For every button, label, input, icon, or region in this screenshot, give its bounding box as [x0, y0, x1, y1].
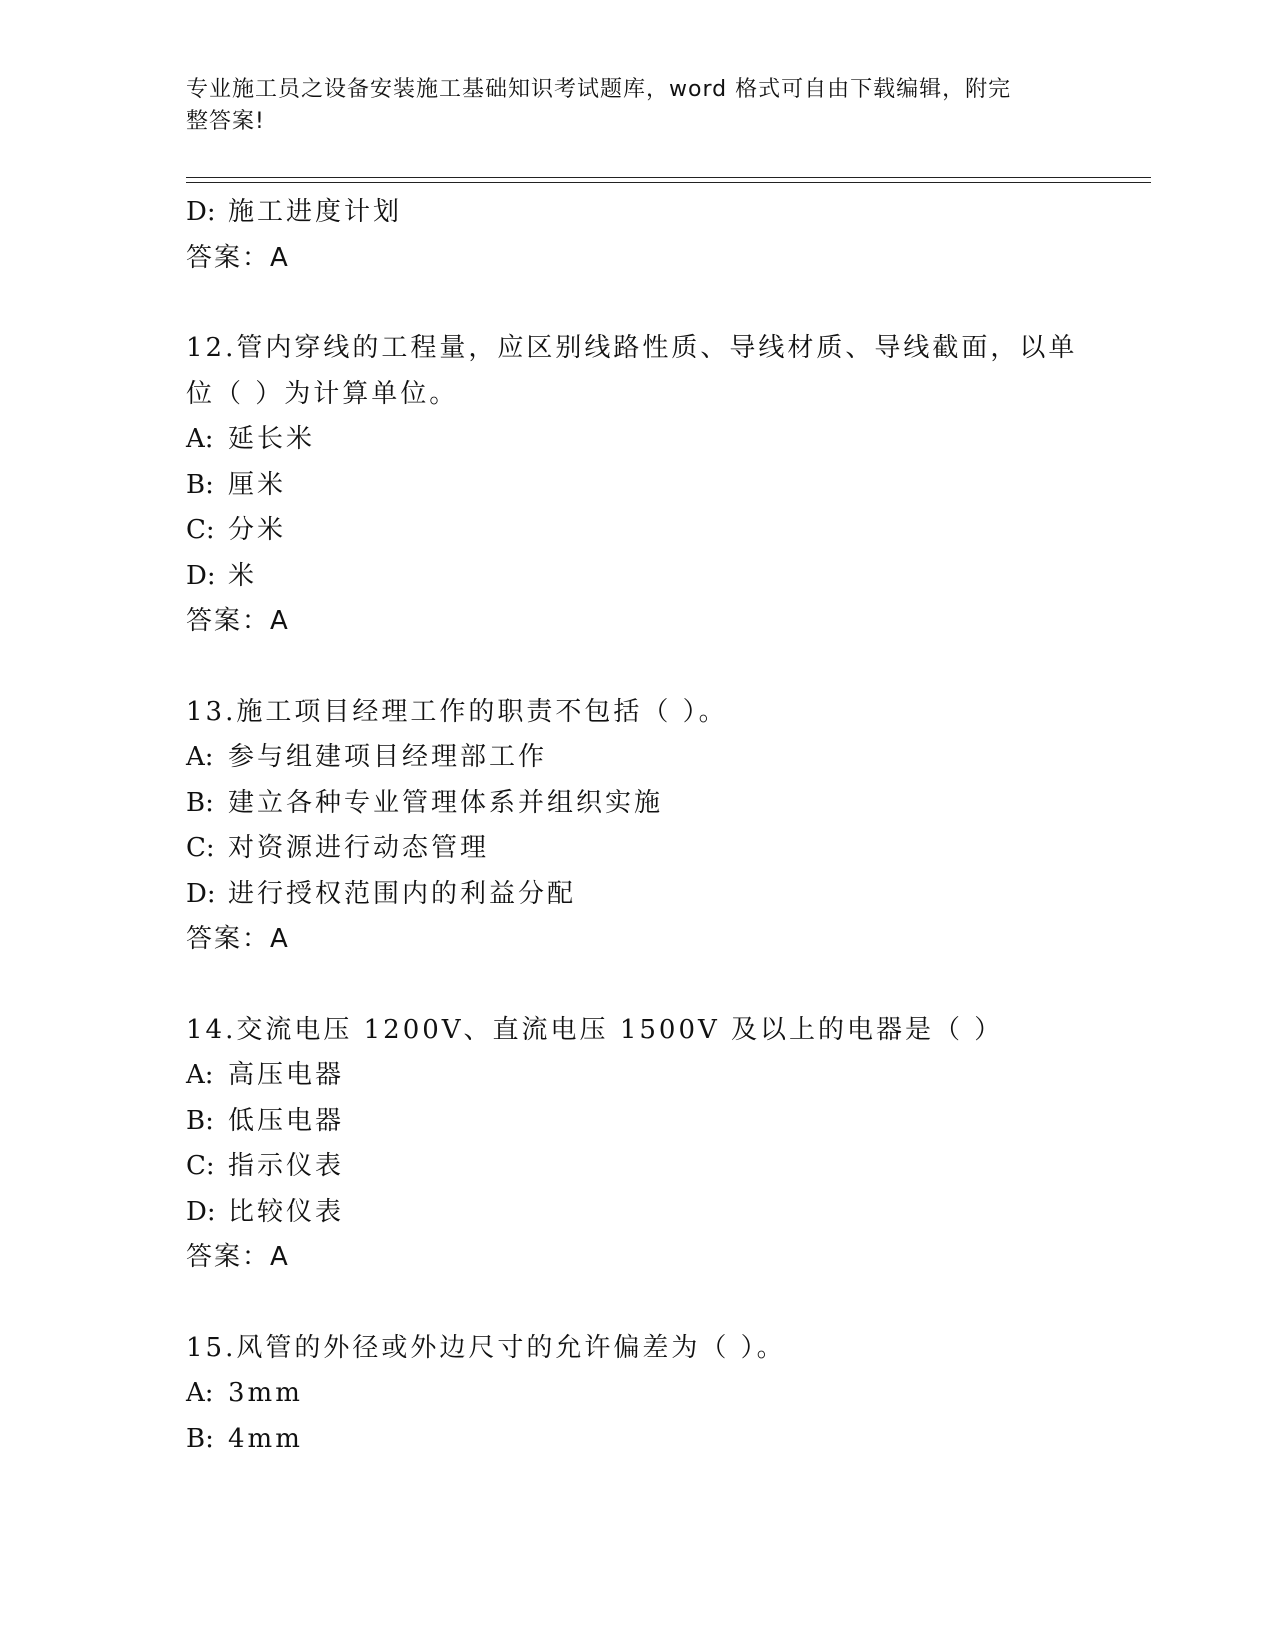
q13-answer: 答案：A [186, 924, 290, 954]
q14-option-a: A: 高压电器 [186, 1060, 345, 1090]
header-divider-bottom [186, 182, 1151, 183]
q15-stem: 15.风管的外径或外边尺寸的允许偏差为（ ）。 [186, 1332, 786, 1363]
spacer [186, 1281, 1151, 1326]
prev-option-d: D: 施工进度计划 [186, 197, 403, 227]
q14-answer: 答案：A [186, 1242, 290, 1272]
q15-option-a: A: 3mm [186, 1378, 303, 1408]
q12-option-b: B: 厘米 [186, 469, 287, 500]
document-header [186, 74, 1066, 138]
spacer [186, 963, 1151, 1008]
q14-stem: 14.交流电压 1200V、直流电压 1500V 及以上的电器是（ ） [186, 1014, 1004, 1045]
q12-option-d: D: 米 [186, 560, 258, 591]
q12-option-c: C: 分米 [186, 515, 287, 545]
q13-option-c: C: 对资源进行动态管理 [186, 833, 490, 863]
question-list [186, 190, 1151, 1462]
q12-stem-line-1: 12.管内穿线的工程量，应区别线路性质、导线材质、导线截面，以单 [186, 333, 1078, 363]
header-divider-top [186, 177, 1151, 178]
header-line-1: 专业施工员之设备安装施工基础知识考试题库，word 格式可自由下载编辑，附完 [186, 77, 1012, 102]
spacer [186, 281, 1151, 326]
q13-stem: 13.施工项目经理工作的职责不包括（ ）。 [186, 696, 728, 727]
spacer [186, 645, 1151, 690]
q14-option-b: B: 低压电器 [186, 1105, 345, 1136]
q15-option-b: B: 4mm [186, 1423, 303, 1454]
q13-option-d: D: 进行授权范围内的利益分配 [186, 878, 577, 909]
q14-option-d: D: 比较仪表 [186, 1196, 345, 1227]
q12-stem-line-2: 位（ ）为计算单位。 [186, 378, 459, 409]
prev-answer: 答案：A [186, 242, 290, 273]
q14-option-c: C: 指示仪表 [186, 1151, 345, 1181]
q12-answer: 答案：A [186, 606, 290, 636]
q12-option-a: A: 延长米 [186, 424, 316, 454]
header-line-2: 整答案! [186, 109, 265, 134]
q13-option-b: B: 建立各种专业管理体系并组织实施 [186, 787, 664, 818]
q13-option-a: A: 参与组建项目经理部工作 [186, 742, 548, 772]
